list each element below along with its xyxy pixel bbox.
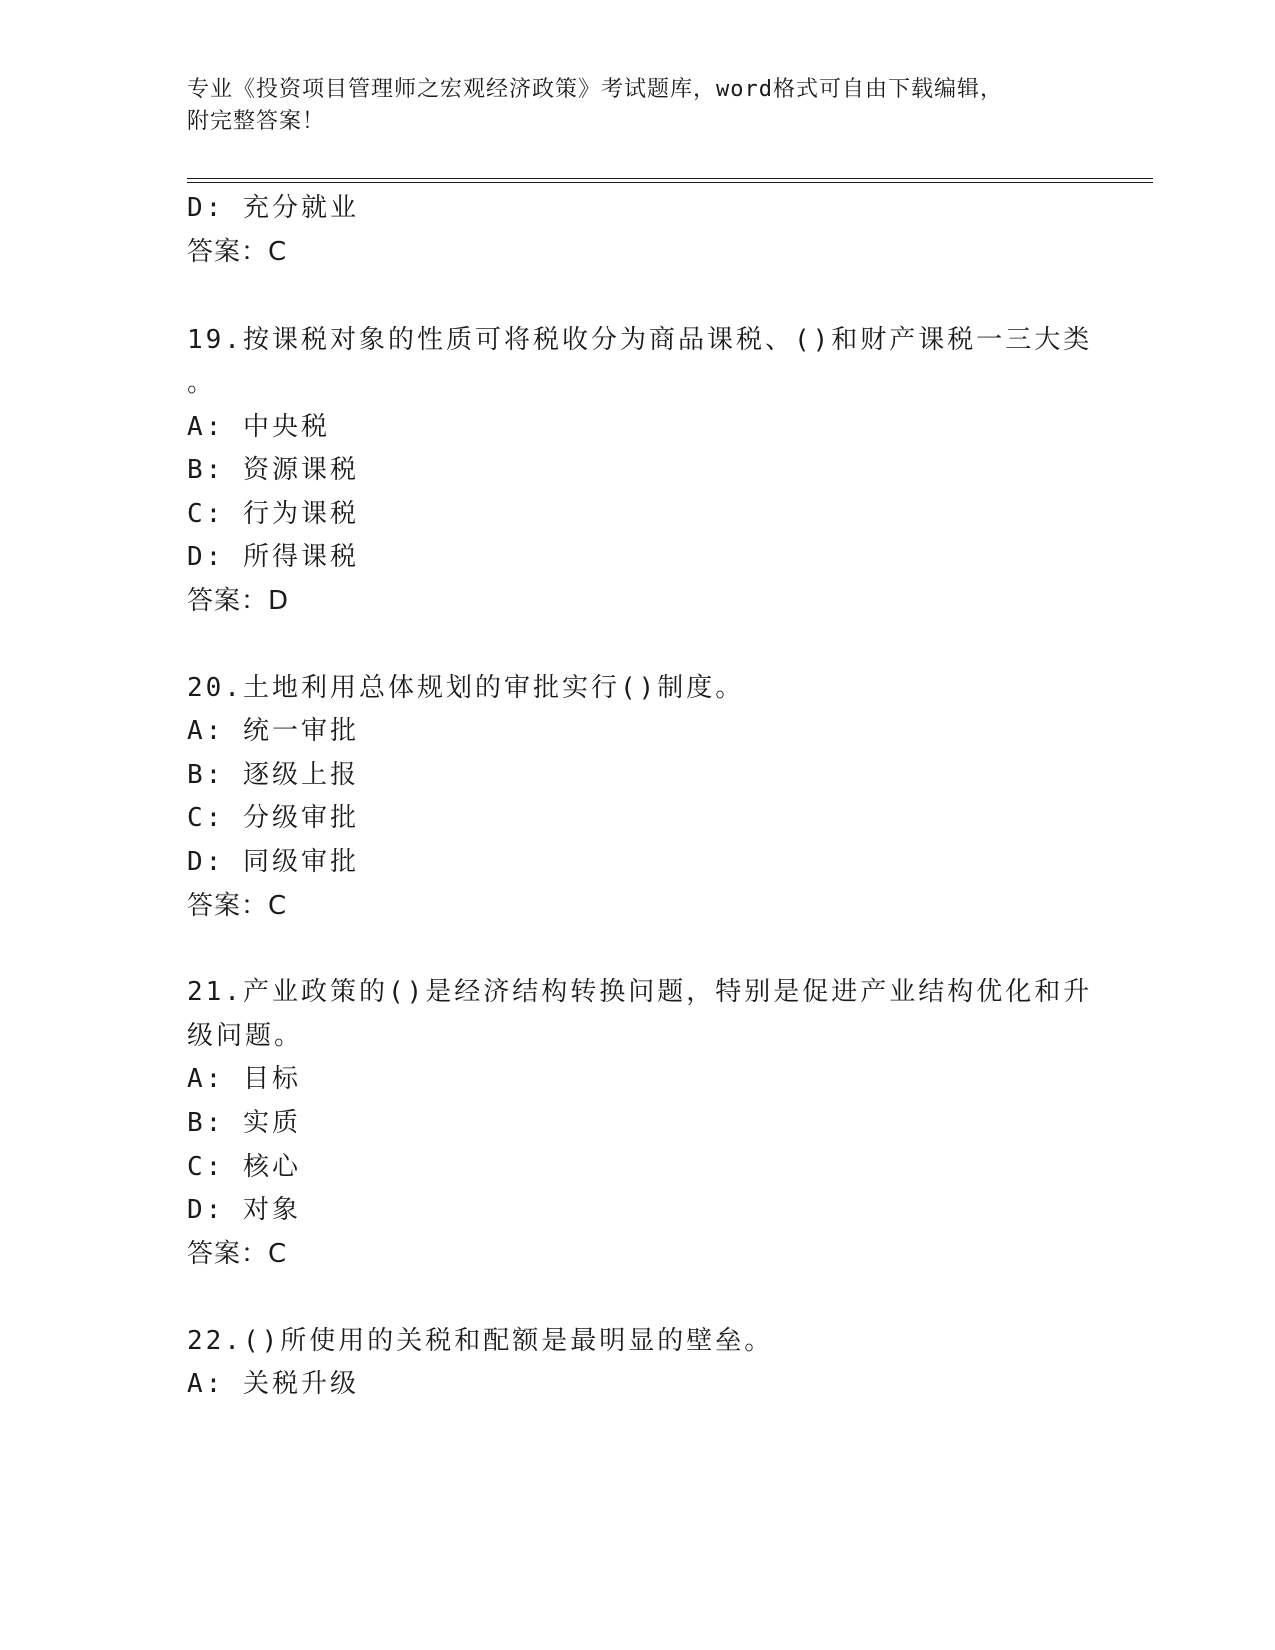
- q21-stem-line-1: 21.产业政策的()是经济结构转换问题，特别是促进产业结构优化和升: [187, 977, 1093, 1007]
- q21-option-d: D: 对象: [187, 1195, 301, 1225]
- q20-option-b: B: 逐级上报: [187, 760, 359, 790]
- header-line-2: 附完整答案！: [187, 109, 326, 134]
- q21-option-c: C: 核心: [187, 1152, 301, 1182]
- q19-option-d: D: 所得课税: [187, 542, 359, 572]
- q20-option-c: C: 分级审批: [187, 803, 359, 833]
- q19-option-b: B: 资源课税: [187, 455, 359, 485]
- q19-option-a: A: 中央税: [187, 412, 330, 442]
- q20-answer: 答案：C: [187, 891, 288, 921]
- header-divider-bottom: [187, 182, 1153, 183]
- q21-option-b: B: 实质: [187, 1108, 301, 1138]
- header-divider-top: [187, 178, 1153, 179]
- q19-answer: 答案：D: [187, 586, 290, 616]
- q21-stem-line-2: 级问题。: [187, 1021, 304, 1051]
- q21-option-a: A: 目标: [187, 1064, 301, 1094]
- prev-option-d: D: 充分就业: [187, 193, 359, 223]
- q19-option-c: C: 行为课税: [187, 499, 359, 529]
- q21-answer: 答案：C: [187, 1239, 288, 1269]
- q20-option-a: A: 统一审批: [187, 716, 359, 746]
- q20-option-d: D: 同级审批: [187, 847, 359, 877]
- q20-stem-line-1: 20.土地利用总体规划的审批实行()制度。: [187, 673, 745, 703]
- q22-option-a: A: 关税升级: [187, 1369, 359, 1399]
- q19-stem-line-2: 。: [187, 368, 217, 398]
- document-header: [187, 74, 1087, 138]
- q19-stem-line-1: 19.按课税对象的性质可将税收分为商品课税、()和财产课税一三大类: [187, 325, 1093, 355]
- header-line-1: 专业《投资项目管理师之宏观经济政策》考试题库，word格式可自由下载编辑，: [187, 77, 1003, 102]
- q22-stem-line-1: 22.()所使用的关税和配额是最明显的壁垒。: [187, 1326, 774, 1356]
- prev-answer: 答案：C: [187, 237, 288, 267]
